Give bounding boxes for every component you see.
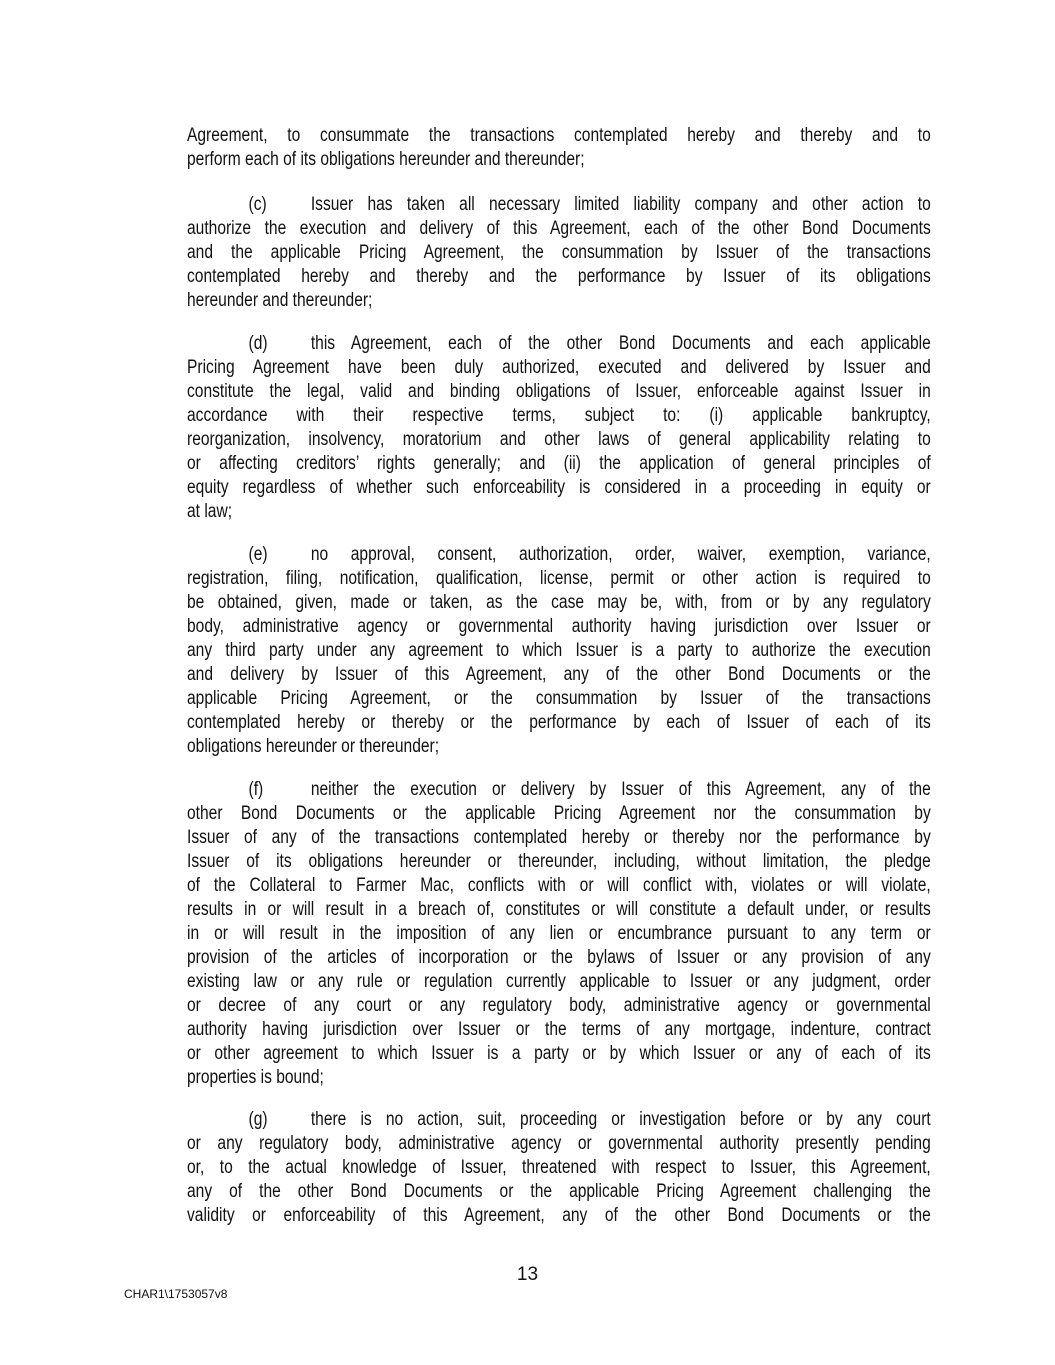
paragraph-g: (g) there is no action, suit, proceeding or investigation before or by any court or any regulatory body, administrative agency or governmental authority presently pending or, to the actual knowledge of Issuer, threatened with respect to Issuer, this Agreement, any of the other Bond Documents or the applicable Pricing Agreement challenging the validity or enforceability of this Agreement, any of the other Bond Documents or the bbox=[187, 1109, 931, 1226]
paragraph-c: (c) Issuer has taken all necessary limited liability company and other action to authorize the execution and delivery of this Agreement, each of the other Bond Documents and the applicable Pricing Agreement, the consummation by Issuer of the transactions contemplated hereby and thereby and the performance by Issuer of its obligations hereunder and thereunder; bbox=[187, 194, 931, 311]
paragraph-d: (d) this Agreement, each of the other Bond Documents and each applicable Pricing Agreement have been duly authorized, executed and delivered by Issuer and constitute the legal, valid and binding obligations of Issuer, enforceable against Issuer in accordance with their respective terms, subject to: (i) applicable bankruptcy, reorganization, insolvency, moratorium and other laws of general applicability relating to or affecting creditors’ rights generally; and (ii) the application of general principles of equity regardless of whether such enforceability is considered in a proceeding in equity or at law; bbox=[187, 333, 931, 522]
clause-label: (e) bbox=[248, 544, 268, 565]
clause-label: (d) bbox=[248, 333, 268, 354]
clause-label: (g) bbox=[248, 1109, 268, 1130]
document-id: CHAR1\1753057v8 bbox=[124, 1287, 228, 1301]
paragraph-b-continued: Agreement, to consummate the transactions contemplated hereby and thereby and to perform each of its obligations hereunder and thereunder; bbox=[187, 125, 931, 170]
page-number: 13 bbox=[516, 1264, 539, 1285]
paragraph-f: (f) neither the execution or delivery by Issuer of this Agreement, any of the other Bond Documents or the applicable Pricing Agreement nor the consummation by Issuer of any of the transactions contemplated hereby or thereby nor the performance by Issuer of its obligations hereunder or thereunder, including, without limitation, the pledge of the Collateral to Farmer Mac, conflicts with or will conflict with, violates or will violate, results in or will result in a breach of, constitutes or will constitute a default under, or results in or will result in the imposition of any lien or encumbrance pursuant to any term or provision of the articles of incorporation or the bylaws of Issuer or any provision of any existing law or any rule or regulation currently applicable to Issuer or any judgment, order or decree of any court or any regulatory body, administrative agency or governmental authority having jurisdiction over Issuer or the terms of any mortgage, indenture, contract or other agreement to which Issuer is a party or by which Issuer or any of each of its properties is bound; bbox=[187, 779, 931, 1088]
clause-label: (c) bbox=[248, 194, 267, 215]
paragraph-e: (e) no approval, consent, authorization, order, waiver, exemption, variance, registration, filing, notification, qualification, license, permit or other action is required to be obtained, given, made or taken, as the case may be, with, from or by any regulatory body, administrative agency or governmental authority having jurisdiction over Issuer or any third party under any agreement to which Issuer is a party to authorize the execution and delivery by Issuer of this Agreement, any of the other Bond Documents or the applicable Pricing Agreement, or the consummation by Issuer of the transactions contemplated hereby or thereby or the performance by each of Issuer of each of its obligations hereunder or thereunder; bbox=[187, 544, 931, 757]
clause-label: (f) bbox=[248, 779, 264, 800]
